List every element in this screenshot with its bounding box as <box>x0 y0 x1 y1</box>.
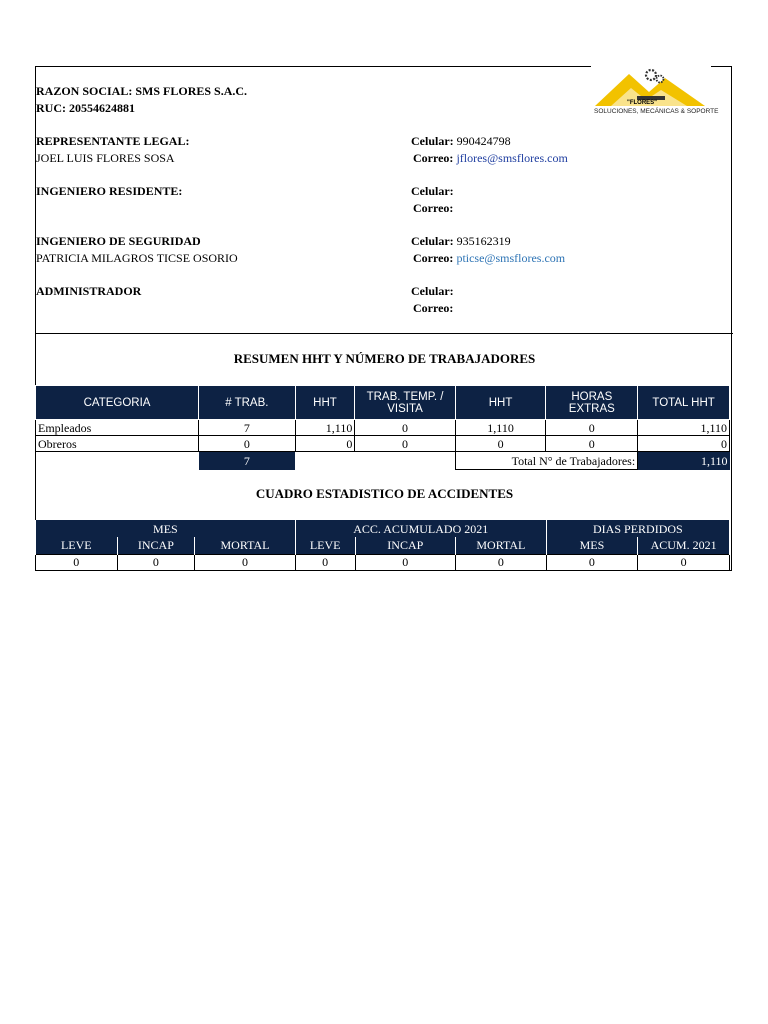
cell-categoria: Obreros <box>36 436 199 452</box>
group-dias-perdidos: DIAS PERDIDOS <box>546 520 729 537</box>
cell-trab: 7 <box>199 420 296 436</box>
cell-hht: 0 <box>295 436 355 452</box>
header-horas-extras: HORAS EXTRAS <box>546 386 638 420</box>
cell-temp: 0 <box>355 436 455 452</box>
total-hht: 1,110 <box>638 452 730 470</box>
role-administrador: ADMINISTRADOR <box>36 284 142 298</box>
logo-name: "FLORES" <box>627 100 658 106</box>
totals-row <box>36 452 730 470</box>
company-logo <box>591 66 719 124</box>
sub-acum-2021: ACUM. 2021 <box>638 537 730 554</box>
name-representante: JOEL LUIS FLORES SOSA <box>36 151 175 165</box>
accidentes-table <box>35 520 730 571</box>
celular-residente: Celular: <box>411 184 454 198</box>
correo-seguridad: Correo: pticse@smsflores.com <box>413 251 566 265</box>
sub-incap-acum: INCAP <box>355 537 455 554</box>
header-hht: HHT <box>295 386 355 420</box>
correo-representante: Correo: jflores@smsflores.com <box>413 151 568 165</box>
val-leve: 0 <box>36 554 118 570</box>
table-row <box>36 436 730 452</box>
resumen-title: RESUMEN HHT Y NÚMERO DE TRABAJADORES <box>233 351 536 366</box>
role-seguridad: INGENIERO DE SEGURIDAD <box>36 234 201 248</box>
val-mortal: 0 <box>195 554 296 570</box>
cell-categoria: Empleados <box>36 420 199 436</box>
cell-extras: 0 <box>546 420 638 436</box>
email-link[interactable]: pticse@smsflores.com <box>456 251 566 265</box>
sub-mortal-acum: MORTAL <box>456 537 547 554</box>
header-total-hht: TOTAL HHT <box>638 386 730 420</box>
cell-hht-2: 1,110 <box>455 420 546 436</box>
cell-total: 1,110 <box>638 420 730 436</box>
accidentes-subheader-row <box>36 537 730 554</box>
correo-administrador: Correo: <box>413 301 454 315</box>
email-link[interactable]: jflores@smsflores.com <box>456 151 568 165</box>
sub-mes: MES <box>546 537 637 554</box>
celular-representante: Celular: 990424798 <box>411 134 511 148</box>
cell-extras: 0 <box>546 436 638 452</box>
celular-seguridad: Celular: 935162319 <box>411 234 511 248</box>
celular-administrador: Celular: <box>411 284 454 298</box>
header-hht-2: HHT <box>455 386 546 420</box>
accidentes-title: CUADRO ESTADISTICO DE ACCIDENTES <box>255 486 514 501</box>
sub-incap: INCAP <box>117 537 195 554</box>
val-mortal-acum: 0 <box>456 554 547 570</box>
report-sheet <box>35 66 732 571</box>
header-trab: # TRAB. <box>199 386 296 420</box>
resumen-header-row <box>36 386 730 420</box>
sub-mortal: MORTAL <box>195 537 296 554</box>
header-categoria: CATEGORIA <box>36 386 199 420</box>
val-leve-acum: 0 <box>295 554 355 570</box>
correo-residente: Correo: <box>413 201 454 215</box>
cell-total: 0 <box>638 436 730 452</box>
accidentes-group-row <box>36 520 730 537</box>
sub-leve-acum: LEVE <box>295 537 355 554</box>
cell-temp: 0 <box>355 420 455 436</box>
val-acum-2021: 0 <box>638 554 730 570</box>
table-row <box>36 420 730 436</box>
name-seguridad: PATRICIA MILAGROS TICSE OSORIO <box>36 251 238 265</box>
logo-tagline: SOLUCIONES, MECÁNICAS & SOPORTE <box>594 108 719 115</box>
group-mes: MES <box>36 520 296 537</box>
divider <box>36 333 733 334</box>
cell-hht: 1,110 <box>295 420 355 436</box>
header-trab-temp: TRAB. TEMP. / VISITA <box>355 386 455 420</box>
razon-social: RAZON SOCIAL: SMS FLORES S.A.C. <box>36 84 248 98</box>
group-acumulado: ACC. ACUMULADO 2021 <box>295 520 546 537</box>
cell-trab: 0 <box>199 436 296 452</box>
total-label: Total N° de Trabajadores: <box>455 452 637 470</box>
sub-leve: LEVE <box>36 537 118 554</box>
ruc: RUC: 20554624881 <box>36 101 135 115</box>
resumen-table <box>35 385 730 470</box>
total-trab: 7 <box>199 452 296 470</box>
role-residente: INGENIERO RESIDENTE: <box>36 184 183 198</box>
table-row <box>36 554 730 570</box>
val-incap-acum: 0 <box>355 554 455 570</box>
role-representante: REPRESENTANTE LEGAL: <box>36 134 190 148</box>
val-mes: 0 <box>546 554 637 570</box>
val-incap: 0 <box>117 554 195 570</box>
cell-hht-2: 0 <box>455 436 546 452</box>
